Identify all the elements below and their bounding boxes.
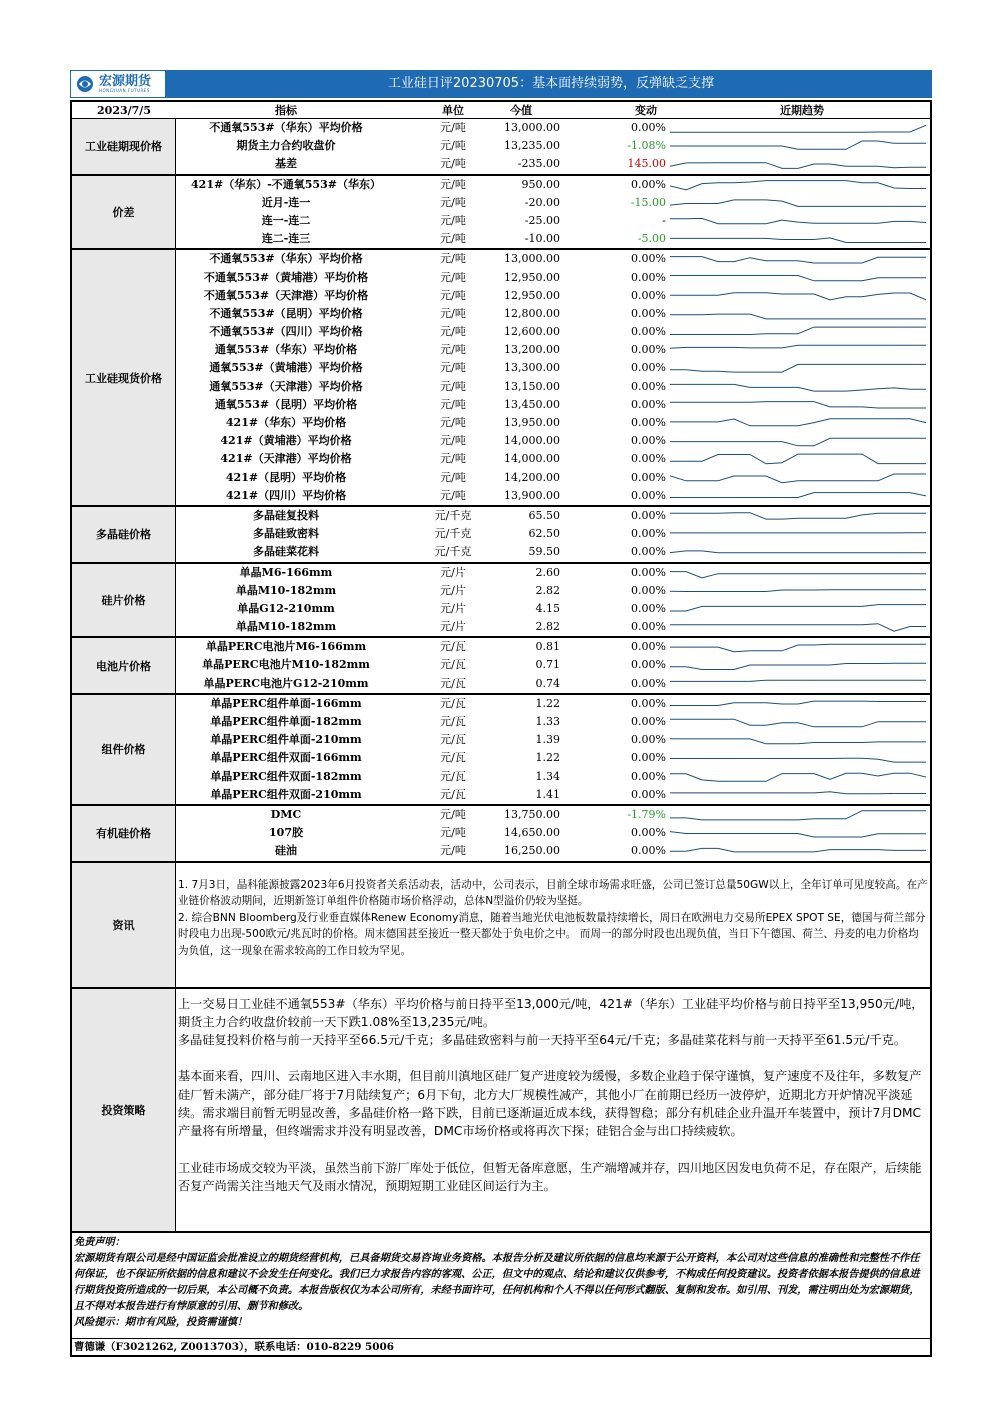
change-cell: 0.00% [631, 583, 666, 597]
unit-cell: 元/片 [440, 583, 466, 597]
table-section [72, 638, 930, 695]
change-cell: 0.00% [631, 270, 666, 284]
change-cell: -5.00 [637, 232, 666, 246]
price-sections [72, 119, 930, 863]
table-row [176, 212, 930, 230]
trend-sparkline [670, 416, 926, 430]
change-cell: 0.00% [631, 306, 666, 320]
value-cell: 1.22 [535, 696, 560, 710]
trend-sparkline [670, 566, 926, 580]
value-cell: 14,000.00 [504, 452, 560, 466]
table-row [176, 250, 930, 268]
trend-sparkline [670, 489, 926, 503]
change-cell: -15.00 [630, 195, 666, 209]
trend-sparkline [670, 509, 926, 523]
change-cell: 0.00% [631, 601, 666, 615]
indicator-cell: 单晶PERC组件单面-166mm [210, 696, 362, 710]
value-cell: -235.00 [517, 157, 560, 171]
indicator-cell: 单晶PERC电池片M10-182mm [202, 658, 370, 672]
change-cell: 0.00% [631, 545, 666, 559]
trend-sparkline [670, 844, 926, 858]
value-cell: 13,200.00 [504, 343, 560, 357]
trend-sparkline [670, 434, 926, 448]
indicator-cell: 单晶M10-182mm [235, 620, 337, 634]
unit-cell: 元/瓦 [440, 676, 466, 690]
value-cell: 2.60 [535, 565, 560, 579]
change-cell: 0.00% [631, 379, 666, 393]
table-row [176, 450, 930, 468]
value-cell: 13,000.00 [504, 252, 560, 266]
change-cell: - [662, 213, 666, 227]
change-cell: 0.00% [631, 252, 666, 266]
trend-sparkline [670, 808, 926, 822]
trend-sparkline [670, 545, 926, 559]
strategy-paragraph: 上一交易日工业硅不通氧553#（华东）平均价格与前日持平至13,000元/吨，421#（华东）工业硅平均价格与前日持平至13,950元/吨，期货主力合约收盘价较前一天下跌1.08%至13,235元/吨。 [178, 996, 924, 1029]
value-cell: 16,250.00 [504, 844, 560, 858]
trend-sparkline [670, 620, 926, 634]
value-cell: 13,235.00 [504, 139, 560, 153]
change-cell: 0.00% [631, 620, 666, 634]
table-row [176, 269, 930, 287]
unit-cell: 元/吨 [440, 397, 466, 411]
change-cell: 0.00% [631, 676, 666, 690]
table-row [176, 675, 930, 693]
table-row [176, 396, 930, 414]
unit-cell: 元/片 [440, 565, 466, 579]
trend-sparkline [670, 770, 926, 784]
unit-cell: 元/吨 [440, 470, 466, 484]
indicator-cell: 不通氧553#（华东）平均价格 [209, 252, 363, 266]
unit-cell: 元/吨 [440, 325, 466, 339]
trend-sparkline [670, 751, 926, 765]
category-label: 组件价格 [72, 695, 176, 804]
table-row [176, 507, 930, 525]
value-cell: 13,150.00 [504, 379, 560, 393]
value-cell: 2.82 [535, 620, 560, 634]
change-cell: -1.79% [627, 807, 666, 821]
change-cell: 0.00% [631, 470, 666, 484]
indicator-cell: 多晶硅复投料 [253, 508, 319, 522]
unit-cell: 元/吨 [440, 288, 466, 302]
strategy-paragraph: 多晶硅复投料价格与前一天持平至66.5元/千克；多晶硅致密料与前一天持平至64元/千克；多晶硅菜花料与前一天持平至61.5元/千克。 [178, 1033, 907, 1048]
unit-cell: 元/瓦 [440, 769, 466, 783]
change-cell: 0.00% [631, 288, 666, 302]
table-row [176, 842, 930, 860]
value-cell: 13,450.00 [504, 397, 560, 411]
table-section [72, 119, 930, 176]
trend-sparkline [670, 788, 926, 802]
table-row [176, 378, 930, 396]
indicator-cell: 单晶M10-182mm [235, 583, 337, 597]
indicator-cell: 不通氧553#（华东）平均价格 [209, 121, 363, 134]
category-label: 多晶硅价格 [72, 507, 176, 562]
change-cell: 0.00% [631, 696, 666, 710]
indicator-cell: 单晶PERC组件双面-210mm [210, 787, 362, 801]
logo-subtext: HONGYUAN FUTURES [99, 88, 150, 93]
trend-sparkline [670, 361, 926, 375]
indicator-cell: 单晶M6-166mm [239, 565, 333, 579]
trend-sparkline [670, 527, 926, 541]
news-paragraph: 2. 综合BNN Bloomberg及行业垂直媒体Renew Economy消息，随着当地光伏电池板数量持续增长，周日在欧洲电力交易所EPEX SPOT SE，德国与荷兰部分时段电力出现-500欧元/兆瓦时的价格。周末德国甚至接近一整天都处于负电价之中。 而周一的部分时段也出现负值，当日下午德国、荷兰、丹麦的电力价格均为负值，这一现象在需求较高的工作日较为罕见。 [178, 911, 926, 957]
table-row [176, 543, 930, 561]
unit-cell: 元/吨 [440, 844, 466, 858]
risk-notice: 风险提示：期市有风险，投资需谨慎！ [74, 1315, 248, 1328]
table-row [176, 786, 930, 804]
news-body [176, 863, 930, 987]
table-row [176, 155, 930, 173]
value-cell: 12,950.00 [504, 270, 560, 284]
indicator-cell: 421#（天津港）平均价格 [220, 452, 352, 466]
disclaimer-title: 免责声明： [74, 1235, 125, 1248]
indicator-cell: 421#（四川）平均价格 [225, 488, 347, 502]
category-label: 电池片价格 [72, 638, 176, 693]
unit-cell: 元/吨 [440, 306, 466, 320]
table-row [176, 618, 930, 636]
change-cell: 0.00% [631, 565, 666, 579]
trend-sparkline [670, 232, 926, 246]
category-label: 硅片价格 [72, 564, 176, 637]
unit-cell: 元/吨 [440, 488, 466, 502]
table-row [176, 731, 930, 749]
value-cell: -25.00 [524, 213, 560, 227]
unit-cell: 元/瓦 [440, 640, 466, 654]
indicator-cell: 单晶PERC电池片M6-166mm [205, 640, 367, 654]
change-cell: 0.00% [631, 640, 666, 654]
change-cell: 0.00% [631, 397, 666, 411]
change-cell: 0.00% [631, 715, 666, 728]
indicator-cell: 单晶PERC组件单面-210mm [210, 733, 362, 747]
table-section [72, 564, 930, 639]
indicator-cell: 近月-连一 [261, 195, 311, 209]
category-label: 工业硅期现价格 [72, 119, 176, 174]
trend-sparkline [670, 471, 926, 485]
indicator-cell: 多晶硅菜花料 [253, 545, 319, 559]
change-cell: 0.00% [631, 416, 666, 429]
indicator-cell: 单晶PERC组件双面-166mm [210, 751, 362, 765]
category-label: 有机硅价格 [72, 806, 176, 861]
indicator-cell: 通氧553#（天津港）平均价格 [209, 379, 363, 393]
change-cell: 0.00% [631, 658, 666, 672]
unit-cell: 元/吨 [440, 177, 466, 191]
indicator-cell: 不通氧553#（四川）平均价格 [209, 325, 363, 339]
value-cell: 0.74 [535, 676, 560, 690]
table-row [176, 359, 930, 377]
indicator-cell: 期货主力合约收盘价 [236, 139, 336, 153]
value-cell: 12,800.00 [504, 306, 560, 320]
table-row [176, 305, 930, 323]
trend-sparkline [670, 343, 926, 357]
value-cell: 14,000.00 [504, 434, 560, 448]
disclaimer-text: 宏源期货有限公司是经中国证监会批准设立的期货经营机构，已具备期货交易咨询业务资格。本报告分析及建议所依据的信息均来源于公开资料，本公司对这些信息的准确性和完整性不作任何保证，也不保证所依据的信息和建议不会发生任何变化。我们已力求报告内容的客观、公正，但文中的观点、结论和建议仅供参考，不构成任何投资建议。投资者依据本报告提供的信息进行期货投资所造成的一切后果，本公司概不负责。本报告版权仅为本公司所有，未经书面许可，任何机构和个人不得以任何形式翻版、复制和发布。如引用、刊发，需注明出处为宏源期货，且不得对本报告进行有悖原意的引用、删节和修改。 [74, 1251, 920, 1312]
indicator-cell: 421#（华东）平均价格 [225, 416, 347, 429]
change-cell: 0.00% [631, 769, 666, 783]
value-cell: 14,650.00 [504, 826, 560, 840]
strategy-paragraph: 基本面来看，四川、云南地区进入丰水期，但目前川滇地区硅厂复产进度较为缓慢，多数企业趋于保守谨慎，复产速度不及往年，多数复产硅厂暂未满产，部分硅厂将于7月陆续复产；6月下旬，北方大厂规模性减产，其他小厂在前期已经历一波停炉，近期北方开炉情况平淡延续。需求端目前暂无明显改善，多晶硅价格一路下跌，目前已逐渐逼近成本线，获得智稳；部分有机硅企业升温开车装置中，预计7月DMC产量将有所增量，但终端需求并没有明显改善，DMC市场价格或将再次下探；硅铝合金与出口持续疲软。 [178, 1069, 922, 1139]
table-row [176, 469, 930, 487]
unit-cell: 元/吨 [440, 452, 466, 466]
unit-cell: 元/吨 [440, 379, 466, 393]
change-cell: -1.08% [627, 139, 666, 153]
change-cell: 0.00% [631, 361, 666, 375]
table-row [176, 414, 930, 432]
change-cell: 0.00% [631, 343, 666, 357]
trend-sparkline [670, 325, 926, 339]
indicator-cell: 通氧553#（昆明）平均价格 [214, 397, 358, 411]
value-cell: 13,000.00 [504, 121, 560, 134]
table-row [176, 525, 930, 543]
value-cell: 13,750.00 [504, 807, 560, 821]
value-cell: 14,200.00 [504, 470, 560, 484]
trend-sparkline [670, 157, 926, 171]
value-cell: 0.81 [535, 640, 560, 654]
company-logo [70, 70, 166, 98]
indicator-cell: 421#（昆明）平均价格 [225, 470, 347, 484]
data-table [70, 100, 932, 1357]
change-cell: 145.00 [627, 157, 666, 171]
unit-cell: 元/吨 [440, 343, 466, 357]
logo-mark-icon [75, 75, 95, 93]
value-cell: 1.33 [535, 715, 560, 728]
change-cell: 0.00% [631, 508, 666, 522]
date-header: 2023/7/5 [97, 104, 151, 117]
trend-sparkline [670, 271, 926, 285]
trend-sparkline [670, 733, 926, 747]
unit-cell: 元/瓦 [440, 733, 466, 747]
trend-sparkline [670, 252, 926, 266]
table-row [176, 638, 930, 656]
indicator-cell: 连二-连三 [261, 232, 311, 246]
table-row [176, 768, 930, 786]
unit-cell: 元/千克 [434, 527, 472, 541]
indicator-cell: 不通氧553#（昆明）平均价格 [209, 306, 363, 320]
strategy-paragraph: 工业硅市场成交较为平淡，虽然当前下游厂库处于低位，但暂无备库意愿，生产端增减并存，四川地区因发电负荷不足，存在限产，后续能否复产尚需关注当地天气及雨水情况，预期短期工业硅区间运行为主。 [178, 1160, 922, 1193]
value-cell: -10.00 [524, 232, 560, 246]
news-paragraph: 1. 7月3日，晶科能源披露2023年6月投资者关系活动表，活动中，公司表示，目前全球市场需求旺盛，公司已签订总量50GW以上，全年订单可见度较高。在产业链价格波动期间，近期新签订单组件价格随市场价格浮动，总体N型溢价仍较为坚挺。 [178, 878, 928, 907]
value-cell: 1.39 [535, 733, 560, 747]
table-row [176, 487, 930, 505]
strategy-section [72, 989, 930, 1233]
indicator-cell: 单晶G12-210mm [237, 601, 335, 615]
change-cell: 0.00% [631, 733, 666, 747]
value-cell: 950.00 [521, 177, 560, 191]
trend-sparkline [670, 452, 926, 466]
unit-cell: 元/瓦 [440, 751, 466, 765]
trend-sparkline [670, 697, 926, 711]
unit-cell: 元/片 [440, 601, 466, 615]
table-row [176, 323, 930, 341]
unit-cell: 元/吨 [440, 121, 466, 134]
table-row [176, 749, 930, 767]
change-header: 变动 [635, 104, 657, 117]
unit-cell: 元/瓦 [440, 715, 466, 728]
trend-sparkline [670, 178, 926, 192]
trend-sparkline [670, 289, 926, 303]
unit-cell: 元/吨 [440, 139, 466, 153]
table-section [72, 806, 930, 863]
trend-sparkline [670, 640, 926, 654]
table-section [72, 176, 930, 251]
table-row [176, 582, 930, 600]
trend-sparkline [670, 196, 926, 210]
table-row [176, 564, 930, 582]
unit-cell: 元/吨 [440, 195, 466, 209]
trend-sparkline [670, 677, 926, 691]
logo-text: 宏源期货 [99, 74, 152, 89]
value-cell: 1.22 [535, 751, 560, 765]
value-cell: 4.15 [535, 601, 560, 615]
change-cell: 0.00% [631, 826, 666, 840]
value-cell: 13,300.00 [504, 361, 560, 375]
trend-sparkline [670, 380, 926, 394]
category-label: 工业硅现货价格 [72, 250, 176, 505]
unit-cell: 元/千克 [434, 508, 472, 522]
indicator-cell: 连一-连二 [261, 213, 311, 227]
strategy-body [176, 989, 930, 1231]
table-row [176, 230, 930, 248]
table-row [176, 176, 930, 194]
indicator-cell: 通氧553#（黄埔港）平均价格 [209, 361, 363, 375]
unit-cell: 元/吨 [440, 157, 466, 171]
unit-cell: 元/吨 [440, 361, 466, 375]
indicator-cell: 单晶PERC电池片G12-210mm [203, 676, 369, 690]
report-header [70, 70, 932, 98]
trend-sparkline [670, 307, 926, 321]
change-cell: 0.00% [631, 325, 666, 339]
category-label: 价差 [72, 176, 176, 249]
table-row [176, 600, 930, 618]
unit-cell: 元/吨 [440, 232, 466, 246]
table-section [72, 695, 930, 806]
indicator-cell: 单晶PERC组件单面-182mm [210, 715, 362, 728]
unit-cell: 元/吨 [440, 270, 466, 284]
table-row [176, 713, 930, 731]
unit-cell: 元/片 [440, 620, 466, 634]
indicator-cell: 硅油 [275, 844, 297, 858]
indicator-cell: 多晶硅致密料 [253, 527, 319, 541]
value-cell: 1.34 [535, 769, 560, 783]
change-cell: 0.00% [631, 488, 666, 502]
indicator-cell: 421#（黄埔港）平均价格 [220, 434, 352, 448]
table-row [176, 695, 930, 713]
report-title: 工业硅日评20230705：基本面持续弱势，反弹缺乏支撑 [387, 76, 715, 91]
trend-header: 近期趋势 [780, 104, 824, 117]
table-header [72, 102, 930, 119]
indicator-header: 指标 [275, 104, 297, 117]
change-cell: 0.00% [631, 844, 666, 858]
change-cell: 0.00% [631, 452, 666, 466]
value-header: 今值 [510, 104, 532, 117]
value-cell: -20.00 [524, 195, 560, 209]
value-cell: 59.50 [528, 545, 560, 559]
indicator-cell: 单晶PERC组件双面-182mm [210, 769, 362, 783]
value-cell: 0.71 [535, 658, 560, 672]
trend-sparkline [670, 826, 926, 840]
value-cell: 62.50 [528, 527, 560, 541]
trend-sparkline [670, 121, 926, 135]
table-row [176, 119, 930, 137]
indicator-cell: 421#（华东）-不通氧553#（华东） [191, 177, 381, 191]
trend-sparkline [670, 139, 926, 153]
change-cell: 0.00% [631, 121, 666, 134]
trend-sparkline [670, 214, 926, 228]
strategy-label: 投资策略 [72, 989, 176, 1231]
unit-cell: 元/瓦 [440, 696, 466, 710]
news-label: 资讯 [72, 863, 176, 987]
unit-cell: 元/吨 [440, 416, 466, 429]
value-cell: 1.41 [535, 787, 560, 801]
disclaimer [72, 1233, 930, 1339]
indicator-cell: 通氧553#（华东）平均价格 [214, 343, 358, 357]
indicator-cell: 基差 [275, 157, 297, 171]
trend-sparkline [670, 398, 926, 412]
unit-header: 单位 [442, 104, 464, 117]
value-cell: 13,950.00 [504, 416, 560, 429]
table-section [72, 507, 930, 564]
indicator-cell: 107胶 [269, 826, 303, 840]
value-cell: 2.82 [535, 583, 560, 597]
unit-cell: 元/吨 [440, 252, 466, 266]
value-cell: 65.50 [528, 508, 560, 522]
report-page [70, 70, 932, 1356]
unit-cell: 元/千克 [434, 545, 472, 559]
change-cell: 0.00% [631, 787, 666, 801]
unit-cell: 元/吨 [440, 213, 466, 227]
table-row [176, 341, 930, 359]
table-row [176, 287, 930, 305]
value-cell: 12,600.00 [504, 325, 560, 339]
table-row [176, 432, 930, 450]
indicator-cell: DMC [270, 807, 302, 821]
trend-sparkline [670, 715, 926, 729]
change-cell: 0.00% [631, 434, 666, 448]
unit-cell: 元/瓦 [440, 658, 466, 672]
table-row [176, 656, 930, 674]
analyst-contact: 曹德谦（F3021262, Z0013703），联系电话：010-8229 5006 [74, 1340, 394, 1353]
table-row [176, 806, 930, 824]
change-cell: 0.00% [631, 751, 666, 765]
unit-cell: 元/瓦 [440, 787, 466, 801]
news-section [72, 863, 930, 989]
trend-sparkline [670, 658, 926, 672]
value-cell: 12,950.00 [504, 288, 560, 302]
indicator-cell: 不通氧553#（黄埔港）平均价格 [203, 270, 369, 284]
trend-sparkline [670, 602, 926, 616]
value-cell: 13,900.00 [504, 488, 560, 502]
table-section [72, 250, 930, 507]
trend-sparkline [670, 584, 926, 598]
table-row [176, 137, 930, 155]
unit-cell: 元/吨 [440, 807, 466, 821]
indicator-cell: 不通氧553#（天津港）平均价格 [203, 288, 369, 302]
table-row [176, 194, 930, 212]
change-cell: 0.00% [631, 177, 666, 191]
unit-cell: 元/吨 [440, 434, 466, 448]
unit-cell: 元/吨 [440, 826, 466, 840]
table-row [176, 824, 930, 842]
change-cell: 0.00% [631, 527, 666, 541]
